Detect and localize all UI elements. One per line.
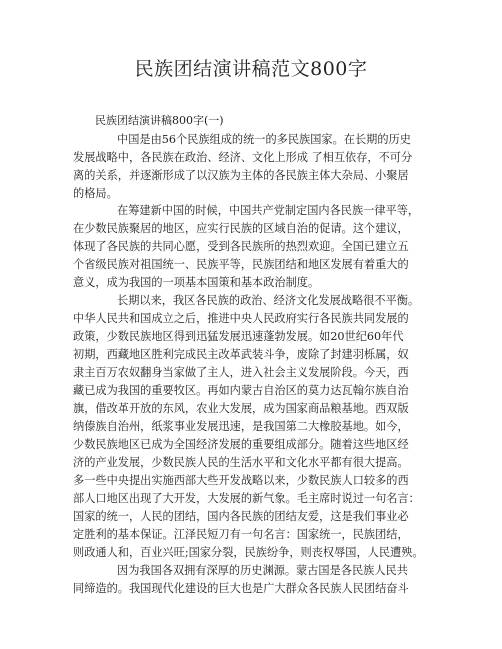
body-line-1: 中国是由56个民族组成的统一的多民族国家。在长期的历史 [117,133,411,146]
body-line-12: 政策，少数民族地区得到迅猛发展迅速蓬勃发展。如20世纪60年代 [73,330,404,343]
body-line-19: 济的产业发展，少数民族人民的生活水平和文化水平都有很大提高。 [73,456,409,469]
body-line-11: 中华人民共和国成立之后，推进中央人民政府实行各民族共同发展的 [73,312,409,325]
body-line-6: 在少数民族聚居的地区，应实行民族的区域自治的促请。这个建议， [73,222,409,235]
body-line-17: 纳傣族自治州，纸浆事业发展迅速，是我国第二大橡胶基地。如今， [73,420,409,433]
body-line-22: 国家的统一，人民的团结，国内各民族的团结友爱，这是我们事业必 [73,510,409,523]
document-title: 民族团结演讲稿范文800字 [134,58,368,80]
body-line-10: 长期以来，我区各民族的政治、经济文化发展战略很不平衡。 [117,294,420,307]
body-line-5: 在筹建新中国的时候，中国共产党制定国内各民族一律平等， [117,204,420,217]
body-line-24: 则政通人和，百业兴旺;国家分裂，民族纷争，则丧权辱国，人民遭殃。 [73,546,424,559]
body-line-21: 部人口地区出现了大开发，大发展的新气象。毛主席时说过一句名言： [73,492,420,505]
body-line-16: 旗，借改革开放的东风，农业大发展，成为国家商品粮基地。西双版 [73,402,409,415]
body-line-3: 离的关系，并逐渐形成了以汉族为主体的各民族主体大杂局、小聚居 [73,169,409,182]
document-subtitle: 民族团结演讲稿800字(一) [95,114,224,127]
body-line-4: 的格局。 [73,187,118,200]
body-line-2: 发展战略中，各民族在政治、经济、文化上形成 了相互依存，不可分 [73,151,413,164]
body-line-8: 个省级民族对祖国统一、民族平等，民族团结和地区发展有着重大的 [73,258,409,271]
body-line-13: 初期，西藏地区胜利完成民主改革武装斗争，废除了封建羽栎属，奴 [73,348,409,361]
body-line-14: 隶主百万农奴翻身当家做了主人，进入社会主义发展阶段。今天，西 [73,366,409,379]
body-line-7: 体现了各民族的共同心愿，受到各民族所的热烈欢迎。全国已建立五 [73,240,409,253]
body-line-25: 因为我国各双拥有深厚的历史渊源。蒙古国是各民族人民共 [117,564,408,577]
body-line-18: 少数民族地区已成为全国经济发展的重要组成部分。随着这些地区经 [73,438,409,451]
body-line-26: 同缔造的。我国现代化建设的巨大也是广大群众各民族人民团结奋斗 [73,582,409,595]
body-line-20: 多一些中央提出实施西部大些开发战略以来，少数民族人口较多的西 [73,474,409,487]
body-line-15: 藏已成为我国的重要牧区。再如内蒙古自治区的莫力达瓦翰尔族自治 [73,384,409,397]
body-line-23: 定胜利的基本保证。江泽民短刀有一句名言：国家统一，民族团结， [73,528,409,541]
body-line-9: 意义，成为我国的一项基本国策和基本政治制度。 [73,276,320,289]
